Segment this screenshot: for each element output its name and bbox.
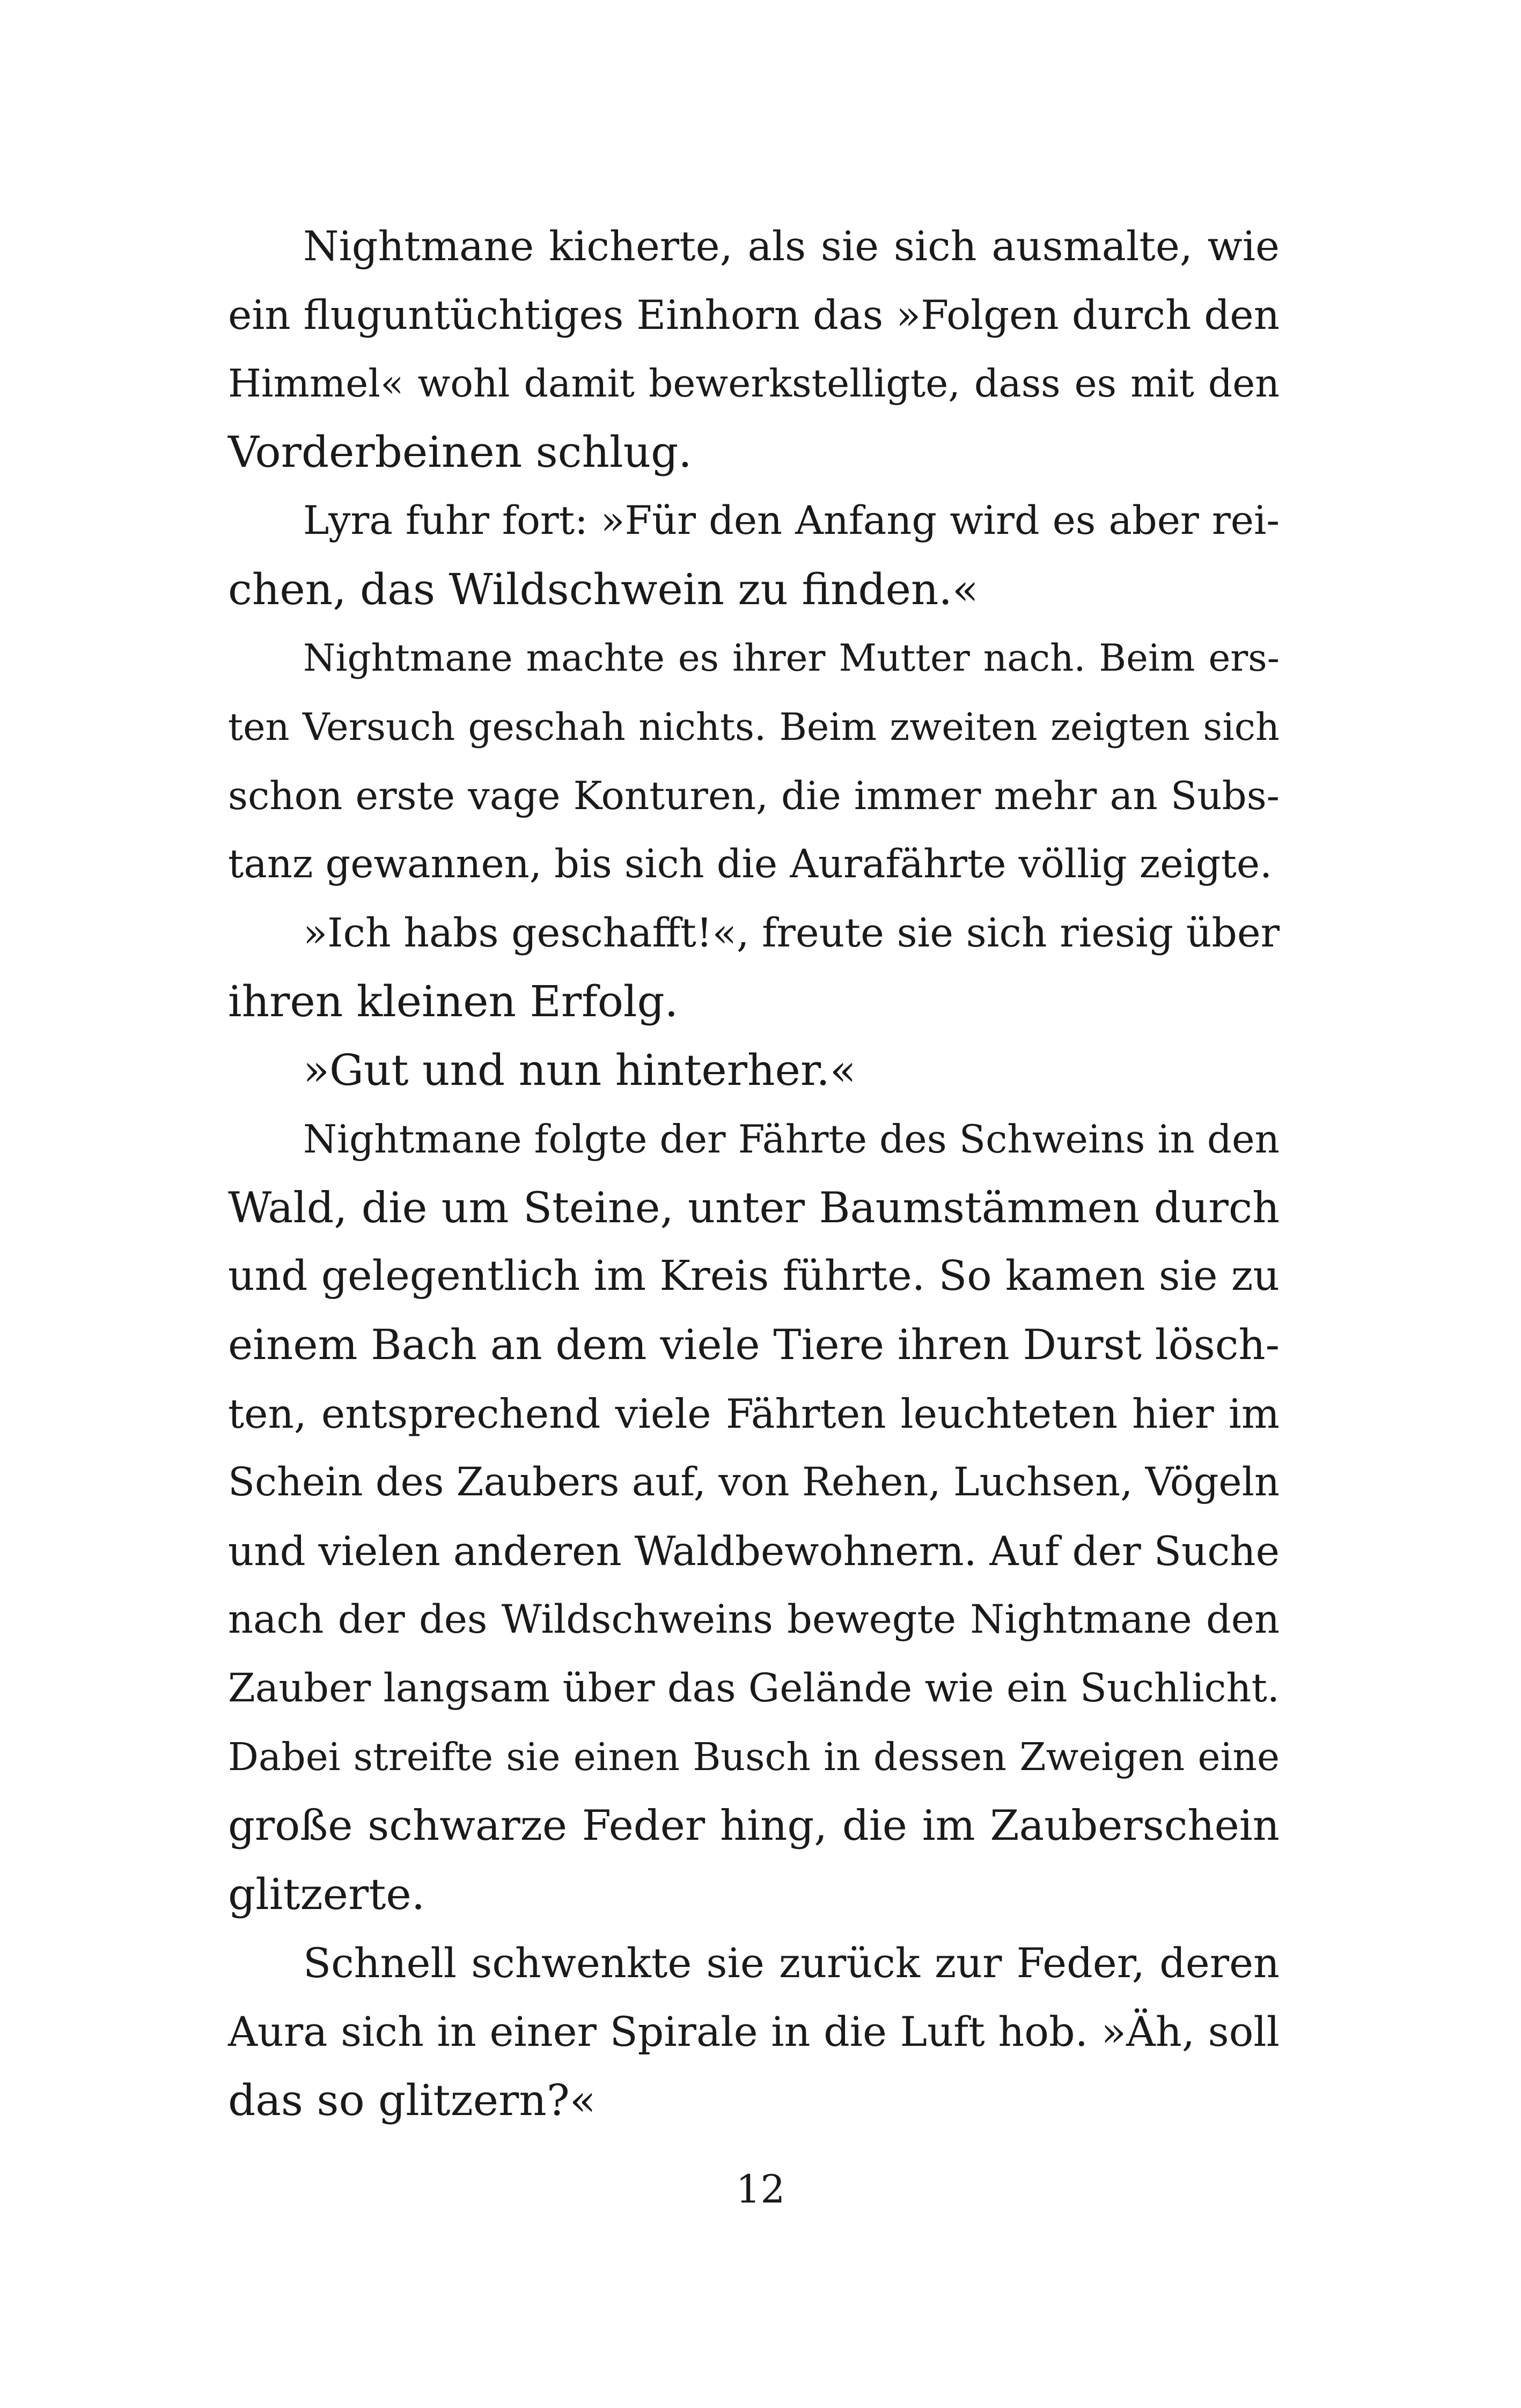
text-line: Wald, die um Steine, unter Baumstämmen durch — [228, 1183, 1280, 1232]
text-line: einem Bach an dem viele Tiere ihren Durst lösch- — [228, 1321, 1280, 1369]
text-line: ten Versuch geschah nichts. Beim zweiten zeigten sich — [228, 705, 1280, 749]
text-line: Nightmane kicherte, als sie sich ausmalte, wie — [303, 222, 1280, 270]
text-line: ten, entsprechend viele Fährten leuchteten hier im — [228, 1390, 1280, 1437]
text-line: »Gut und nun hinterher.« — [303, 1045, 856, 1095]
text-line: Aura sich in einer Spirale in die Luft hob. »Äh, soll — [228, 2008, 1280, 2055]
body-text — [228, 212, 1280, 2135]
text-line: tanz gewannen, bis sich die Aurafährte völlig zeigte. — [228, 841, 1273, 887]
text-line: ihren kleinen Erfolg. — [228, 977, 679, 1026]
text-line: Nightmane machte es ihrer Mutter nach. Beim ers- — [303, 637, 1280, 680]
text-line: chen, das Wildschwein zu finden.« — [228, 564, 979, 614]
text-line: schon erste vage Konturen, die immer mehr an Subs- — [228, 773, 1280, 818]
text-line: ein fluguntüchtiges Einhorn das »Folgen durch den — [228, 291, 1280, 339]
text-line: und gelegentlich im Kreis führte. So kamen sie zu — [228, 1252, 1280, 1300]
page-number: 12 — [736, 2167, 785, 2212]
text-line: Schein des Zaubers auf, von Rehen, Luchsen, Vögeln — [228, 1459, 1280, 1505]
text-line: Nightmane folgte der Fährte des Schweins in den — [303, 1117, 1280, 1162]
text-line: große schwarze Feder hing, die im Zauberschein — [228, 1802, 1280, 1850]
text-line: Schnell schwenkte sie zurück zur Feder, deren — [303, 1939, 1280, 1987]
text-line: Lyra fuhr fort: »Für den Anfang wird es aber rei- — [303, 498, 1280, 544]
text-line: nach der des Wildschweins bewegte Nightmane den — [228, 1597, 1280, 1642]
text-line: glitzerte. — [228, 1869, 425, 1919]
text-line: Vorderbeinen schlug. — [228, 427, 692, 477]
text-line: Dabei streifte sie einen Busch in dessen Zweigen eine — [228, 1735, 1280, 1779]
text-line: und vielen anderen Waldbewohnern. Auf der Suche — [228, 1528, 1280, 1575]
text-line: Himmel« wohl damit bewerkstelligte, dass es mit den — [228, 361, 1280, 406]
text-line: Zauber langsam über das Gelände wie ein Suchlicht. — [228, 1665, 1280, 1711]
text-line: das so glitzern?« — [228, 2075, 596, 2125]
text-line: »Ich habs geschafft!«, freute sie sich riesig über — [303, 910, 1280, 956]
